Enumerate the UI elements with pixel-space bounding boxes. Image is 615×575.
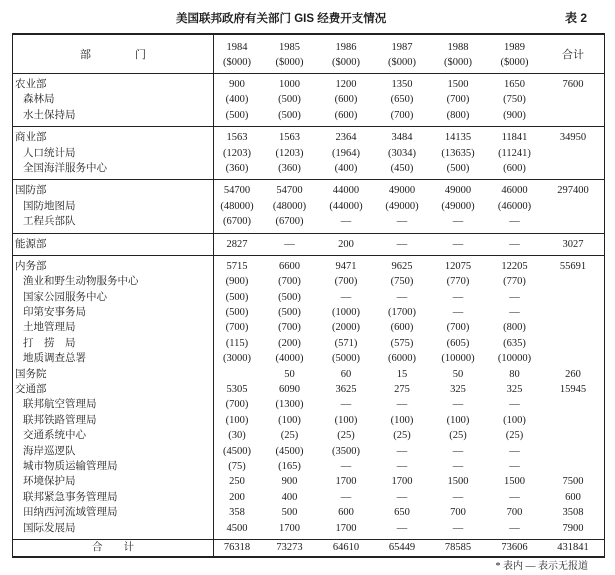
value-1989: (635) — [503, 337, 526, 349]
value-1985: (48000) — [272, 200, 307, 212]
value-1987: — — [396, 445, 408, 457]
value-1988: (770) — [446, 276, 470, 288]
value-1988: 1500 — [447, 79, 469, 90]
row-total — [543, 305, 603, 320]
row-total — [543, 199, 603, 214]
row-label: 国际发展局 — [23, 522, 76, 534]
value-1985: (200) — [278, 337, 301, 349]
row-total — [543, 274, 603, 289]
value-1985: (4500) — [275, 445, 304, 457]
value-1987: (575) — [390, 337, 414, 349]
value-1988: — — [452, 216, 464, 228]
row-label: 国防地图局 — [23, 200, 76, 212]
department-column-header: 部 门 — [80, 49, 146, 61]
value-1989: (10000) — [497, 353, 532, 365]
value-1985: (500) — [278, 109, 301, 121]
value-1984: (700) — [225, 322, 249, 334]
row-total: 260 — [565, 368, 581, 380]
row-total: 3027 — [562, 238, 584, 250]
value-1985: (165) — [278, 460, 301, 472]
agency-row — [13, 490, 604, 505]
value-1987: (700) — [390, 109, 414, 121]
value-1989: (11241) — [498, 147, 531, 159]
row-total — [543, 413, 603, 428]
row-total: 7900 — [562, 522, 584, 534]
value-1989: 325 — [506, 384, 523, 396]
value-1985: (360) — [278, 162, 301, 174]
grand-total-1987: 65449 — [388, 541, 416, 553]
grand-total-1989: 73606 — [501, 541, 528, 553]
value-1988: (605) — [446, 337, 470, 349]
value-1988: 700 — [450, 507, 466, 519]
table-header — [13, 35, 604, 74]
value-1987: (1700) — [388, 307, 416, 319]
value-1984: (48000) — [220, 200, 254, 212]
row-total: 7600 — [562, 79, 584, 90]
agency-row — [13, 505, 604, 520]
department-row — [13, 259, 604, 274]
value-1989: (600) — [503, 162, 526, 174]
value-1984: 4500 — [226, 522, 248, 534]
value-1989: 46000 — [501, 185, 528, 197]
value-1986: 3625 — [335, 384, 357, 396]
table-title: 美国联邦政府有关部门 GIS 经费开支情况 — [176, 13, 387, 25]
agency-row — [13, 305, 604, 320]
unit-label: ($000) — [500, 57, 529, 68]
value-1989: 11841 — [501, 132, 528, 144]
value-1984: 54700 — [223, 185, 251, 197]
row-total — [543, 336, 603, 351]
value-1984: 5715 — [226, 260, 248, 272]
year-column-header-1984 — [213, 35, 261, 73]
row-total — [543, 459, 603, 474]
value-1986: (1964) — [332, 147, 360, 159]
value-1986: 2364 — [335, 132, 357, 144]
value-1984: (500) — [225, 307, 249, 319]
value-1986: 200 — [338, 238, 354, 250]
value-1987: 9625 — [391, 260, 413, 272]
value-1984: (30) — [228, 430, 246, 442]
year-column-header-1986 — [318, 35, 374, 73]
value-1989: 700 — [506, 507, 523, 519]
value-1986: (600) — [334, 109, 358, 121]
unit-label: ($000) — [388, 57, 416, 68]
value-1984: (400) — [225, 94, 249, 106]
value-1985: (6700) — [275, 216, 304, 228]
value-1984 — [213, 367, 261, 382]
value-1985: (700) — [278, 322, 301, 334]
value-1987: (650) — [390, 94, 414, 106]
value-1987: 1350 — [391, 79, 413, 90]
agency-row — [13, 161, 604, 176]
value-1988: (700) — [446, 94, 470, 106]
department-row — [13, 77, 604, 92]
value-1985: (500) — [278, 94, 301, 106]
value-1989: (750) — [503, 94, 526, 106]
value-1986: (3500) — [332, 445, 360, 457]
value-1989: — — [509, 399, 520, 411]
value-1987: — — [396, 216, 408, 228]
value-1985: 1563 — [279, 132, 300, 144]
value-1988: 12075 — [444, 260, 472, 272]
value-1985: 500 — [281, 507, 298, 519]
row-total — [543, 428, 603, 443]
value-1984: (4500) — [223, 445, 251, 457]
value-1988: 325 — [450, 384, 466, 396]
agency-row — [13, 320, 604, 335]
value-1987: (49000) — [385, 200, 419, 212]
row-label: 海岸巡逻队 — [23, 445, 76, 457]
value-1989: (900) — [503, 109, 526, 121]
row-label: 森林局 — [23, 94, 55, 106]
row-total: 7500 — [562, 476, 584, 488]
value-1989: (46000) — [497, 200, 532, 212]
total-column-header: 合计 — [562, 49, 584, 61]
row-total — [543, 444, 603, 459]
year-column-header-1988 — [430, 35, 486, 73]
agency-row — [13, 521, 604, 536]
row-label: 人口统计局 — [23, 147, 76, 159]
unit-label: ($000) — [223, 57, 251, 68]
value-1985: (500) — [278, 307, 301, 319]
row-label: 工程兵部队 — [23, 216, 76, 228]
value-1984: (3000) — [223, 353, 251, 365]
expenditure-table — [12, 33, 605, 558]
row-label: 土地管理局 — [23, 322, 76, 334]
value-1987: 15 — [396, 368, 408, 380]
value-1989: — — [509, 460, 520, 472]
row-label: 城市物质运输管理局 — [23, 460, 118, 472]
row-total — [543, 214, 603, 229]
value-1988: 50 — [452, 368, 464, 380]
value-1984: 5305 — [226, 384, 248, 396]
value-1989: — — [509, 291, 520, 303]
row-label: 国务院 — [15, 368, 47, 380]
value-1987: (100) — [390, 414, 414, 426]
value-1988: — — [452, 491, 464, 503]
value-1986: — — [340, 216, 352, 228]
value-1986: (600) — [334, 94, 358, 106]
department-row — [13, 183, 604, 198]
table-row-group — [13, 234, 604, 256]
value-1984: (115) — [225, 337, 249, 349]
value-1988: (500) — [446, 162, 470, 174]
value-1989: 1650 — [504, 79, 525, 90]
table-body — [13, 74, 604, 540]
agency-row — [13, 459, 604, 474]
row-total — [543, 320, 603, 335]
value-1988: (13635) — [441, 147, 475, 159]
unit-label: ($000) — [332, 57, 360, 68]
row-total — [543, 397, 603, 412]
value-1984: 200 — [229, 491, 245, 503]
row-total — [543, 146, 603, 161]
agency-row — [13, 474, 604, 489]
value-1989: — — [509, 307, 520, 319]
value-1989: (100) — [503, 414, 526, 426]
value-1986: (1000) — [332, 307, 360, 319]
value-1985: 54700 — [276, 185, 303, 197]
row-total: 297400 — [557, 185, 589, 197]
value-1987: 49000 — [388, 185, 416, 197]
value-1988: (800) — [446, 109, 470, 121]
value-1986: — — [340, 399, 352, 411]
unit-label: ($000) — [275, 57, 304, 68]
value-1986: (100) — [334, 414, 358, 426]
row-label: 环境保护局 — [23, 476, 76, 488]
value-1984: (500) — [225, 291, 249, 303]
value-1989: — — [509, 522, 520, 534]
value-1985: (1300) — [275, 399, 304, 411]
value-1988: — — [452, 445, 464, 457]
value-1985: 50 — [284, 368, 295, 380]
year-column-header-1989 — [486, 35, 543, 73]
value-1984: (500) — [225, 109, 249, 121]
value-1988: (700) — [446, 322, 470, 334]
row-label: 国防部 — [15, 185, 47, 197]
row-total: 3508 — [562, 507, 584, 519]
value-1984: (6700) — [223, 216, 251, 228]
value-1985: (100) — [278, 414, 301, 426]
value-1988: 1500 — [447, 476, 469, 488]
grand-total-sum: 431841 — [557, 541, 589, 553]
value-1986: 44000 — [332, 185, 360, 197]
department-row — [13, 367, 604, 382]
value-1988: (10000) — [441, 353, 475, 365]
value-1989: — — [509, 445, 520, 457]
row-label: 交通系统中心 — [23, 430, 86, 442]
value-1989: — — [509, 491, 520, 503]
value-1987: 275 — [394, 384, 410, 396]
year-column-header-1987 — [374, 35, 430, 73]
agency-row — [13, 108, 604, 123]
value-1985: 1000 — [279, 79, 300, 90]
value-1984: (900) — [225, 276, 249, 288]
value-1986: (44000) — [329, 200, 363, 212]
table-row-group — [13, 180, 604, 233]
department-column-divider — [213, 35, 214, 556]
agency-row — [13, 336, 604, 351]
grand-total-1988: 78585 — [444, 541, 472, 553]
value-1987: — — [396, 238, 408, 250]
value-1985: 400 — [281, 491, 298, 503]
table-row-group — [13, 256, 604, 540]
agency-row — [13, 214, 604, 229]
value-1984: 1563 — [226, 132, 248, 144]
unit-label: ($000) — [444, 57, 472, 68]
value-1986: — — [340, 291, 352, 303]
row-label: 印第安事务局 — [23, 307, 86, 319]
value-1986: 1700 — [335, 476, 357, 488]
value-1988: — — [452, 238, 464, 250]
row-label: 国家公园服务中心 — [23, 291, 107, 303]
value-1985: 900 — [281, 476, 298, 488]
value-1986: (2000) — [332, 322, 360, 334]
table-row-group — [13, 127, 604, 180]
value-1989: 1500 — [504, 476, 525, 488]
value-1987: 3484 — [391, 132, 413, 144]
value-1987: (25) — [393, 430, 411, 442]
value-1985: (500) — [278, 291, 301, 303]
row-label: 打 捞 局 — [23, 337, 76, 349]
value-1984: 2827 — [226, 238, 248, 250]
row-label: 地质调查总署 — [23, 353, 86, 365]
grand-total-label: 合 计 — [92, 541, 134, 553]
value-1988: 49000 — [444, 185, 472, 197]
value-1986: (25) — [337, 430, 355, 442]
value-1985: 6600 — [279, 260, 300, 272]
value-1984: 250 — [229, 476, 245, 488]
value-1985: (4000) — [275, 353, 304, 365]
value-1987: (750) — [390, 276, 414, 288]
row-label: 渔业和野生动物服务中心 — [23, 276, 139, 288]
value-1985: 1700 — [279, 522, 300, 534]
department-row — [13, 130, 604, 145]
agency-row — [13, 428, 604, 443]
value-1986: 1200 — [335, 79, 357, 90]
department-row — [13, 237, 604, 252]
value-1984: (75) — [228, 460, 246, 472]
grand-total-row — [13, 540, 604, 556]
value-1984: (1203) — [223, 147, 251, 159]
value-1987: 650 — [394, 507, 410, 519]
row-label: 水土保持局 — [23, 109, 76, 121]
agency-row — [13, 351, 604, 366]
value-1986: 60 — [340, 368, 352, 380]
value-1989: 80 — [509, 368, 520, 380]
value-1988: — — [452, 307, 464, 319]
value-1988: (100) — [446, 414, 470, 426]
row-total — [543, 290, 603, 305]
value-1989: — — [509, 238, 520, 250]
value-1986: 9471 — [335, 260, 357, 272]
value-1984: (700) — [225, 399, 249, 411]
value-1989: 12205 — [501, 260, 528, 272]
value-1986: 600 — [338, 507, 354, 519]
agency-row — [13, 146, 604, 161]
value-1988: (49000) — [441, 200, 475, 212]
value-1985: (1203) — [275, 147, 304, 159]
year-label: 1985 — [279, 42, 300, 53]
grand-total-1985: 73273 — [276, 541, 303, 553]
row-total: 600 — [565, 491, 581, 503]
value-1985: (700) — [278, 276, 301, 288]
row-total: 15945 — [559, 384, 587, 396]
value-1987: — — [396, 522, 408, 534]
department-row — [13, 382, 604, 397]
value-1989: (800) — [503, 322, 526, 334]
agency-row — [13, 92, 604, 107]
row-label: 农业部 — [15, 79, 47, 90]
value-1986: — — [340, 460, 352, 472]
value-1984: 358 — [229, 507, 245, 519]
row-total — [543, 161, 603, 176]
value-1986: (400) — [334, 162, 358, 174]
value-1986: 1700 — [335, 522, 357, 534]
row-total: 34950 — [559, 132, 587, 144]
value-1986: (571) — [334, 337, 358, 349]
year-label: 1987 — [391, 42, 413, 53]
table-footnote: * 表内 — 表示无报道 — [495, 561, 588, 572]
agency-row — [13, 444, 604, 459]
year-column-header-1985 — [261, 35, 318, 73]
row-total — [543, 92, 603, 107]
value-1987: — — [396, 399, 408, 411]
row-label: 交通部 — [15, 384, 47, 396]
value-1987: — — [396, 460, 408, 472]
row-label: 内务部 — [15, 260, 47, 272]
value-1986: — — [340, 491, 352, 503]
value-1987: (600) — [390, 322, 414, 334]
row-total — [543, 108, 603, 123]
value-1989: — — [509, 216, 520, 228]
value-1988: — — [452, 522, 464, 534]
value-1987: (450) — [390, 162, 414, 174]
value-1988: (25) — [449, 430, 467, 442]
row-label: 联邦铁路管理局 — [23, 414, 97, 426]
value-1987: (3034) — [388, 147, 416, 159]
grand-total-1984: 76318 — [223, 541, 251, 553]
table-row-group — [13, 74, 604, 127]
value-1987: (6000) — [388, 353, 416, 365]
row-label: 联邦紧急事务管理局 — [23, 491, 118, 503]
value-1986: (5000) — [332, 353, 360, 365]
value-1984: 900 — [229, 79, 245, 90]
value-1987: — — [396, 291, 408, 303]
value-1988: — — [452, 460, 464, 472]
value-1984: (360) — [225, 162, 249, 174]
row-total: 55691 — [559, 260, 587, 272]
table-number: 表 2 — [564, 11, 587, 25]
value-1988: — — [452, 291, 464, 303]
row-label: 能源部 — [15, 238, 47, 250]
year-label: 1984 — [226, 42, 248, 53]
value-1985: — — [284, 238, 295, 250]
value-1989: (770) — [503, 276, 526, 288]
value-1988: 14135 — [444, 132, 472, 144]
value-1985: 6090 — [279, 384, 300, 396]
value-1987: — — [396, 491, 408, 503]
value-1986: (700) — [334, 276, 358, 288]
agency-row — [13, 274, 604, 289]
value-1988: — — [452, 399, 464, 411]
year-label: 1988 — [447, 42, 469, 53]
agency-row — [13, 290, 604, 305]
value-1985: (25) — [280, 430, 299, 442]
agency-row — [13, 413, 604, 428]
year-label: 1986 — [335, 42, 357, 53]
row-label: 商业部 — [15, 132, 47, 144]
value-1989: (25) — [505, 430, 524, 442]
agency-row — [13, 397, 604, 412]
year-label: 1989 — [504, 42, 525, 53]
grand-total-1986: 64610 — [332, 541, 360, 553]
row-label: 全国海洋服务中心 — [23, 162, 107, 174]
value-1987: 1700 — [391, 476, 413, 488]
row-label: 联邦航空管理局 — [23, 399, 97, 411]
agency-row — [13, 199, 604, 214]
row-total — [543, 351, 603, 366]
row-label: 田纳西河流域管理局 — [23, 507, 118, 519]
value-1984: (100) — [225, 414, 249, 426]
